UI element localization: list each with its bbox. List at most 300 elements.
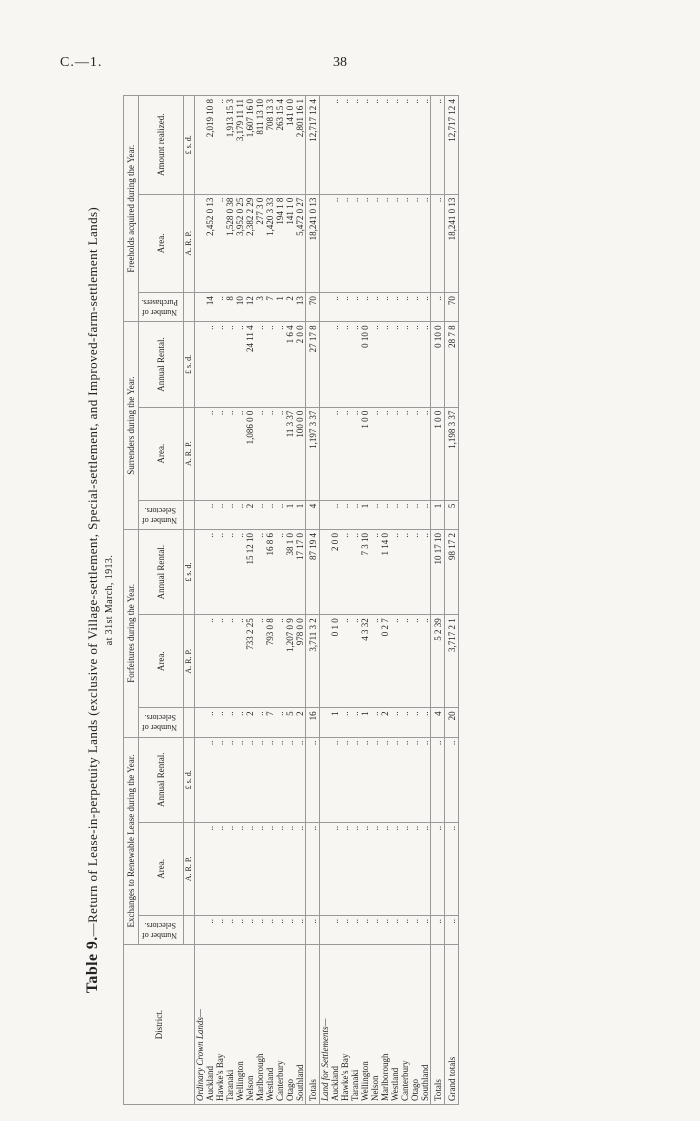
fr-cell: .. [215,194,225,292]
fo-cell: .. [255,708,265,737]
su-cell: 1,086 0 0 [245,407,255,500]
su-cell: .. [255,322,265,407]
su-cell: .. [400,500,410,529]
ex-cell: .. [215,822,225,915]
su-cell: 11 3 37 [285,407,295,500]
fo-cell: 16 8 6 [265,530,275,615]
table-body [195,96,459,1105]
district-cell: Canterbury [275,945,285,1105]
su-cell: 100 0 0 [295,407,306,500]
fo-cell: 4 3 32 [360,615,370,708]
fo-cell: 87 19 4 [306,530,320,615]
su-cell: .. [340,500,350,529]
ex-cell: .. [235,822,245,915]
ex-cell: .. [420,822,431,915]
fo-cell: 20 [445,708,459,737]
fo-cell: .. [235,708,245,737]
fo-cell: .. [420,615,431,708]
table-title: —Return of Lease-in-perpetuity Lands (exclusive of Village-settlement, Special-settlement, and Improved-farm-settlement Lands) [85,206,100,937]
su-cell: .. [420,322,431,407]
fr-cell: .. [400,194,410,292]
fr-cell: 5,472 0 27 [295,194,306,292]
fo-cell: .. [370,615,380,708]
su-cell: .. [370,500,380,529]
district-cell: Taranaki [350,945,360,1105]
district-cell: Totals [431,945,445,1105]
fr-cell: .. [390,293,400,322]
ex-cell: .. [245,822,255,915]
unit-arp: A. R. P. [184,407,195,500]
fo-cell: .. [400,530,410,615]
su-cell: 2 [245,500,255,529]
unit-lsd: £ s. d. [184,96,195,195]
table-row [390,96,400,1105]
ex-cell: .. [380,822,390,915]
ex-cell: .. [275,737,285,822]
ex-cell: .. [400,822,410,915]
ex-cell: .. [285,737,295,822]
fo-cell: 1 [330,708,340,737]
ex-cell: .. [380,916,390,945]
district-cell: Westland [265,945,275,1105]
ex-area-header: Area. [139,822,184,915]
ex-cell: .. [340,822,350,915]
fr-cell: 1,913 15 3 [225,96,235,195]
su-cell: 1,198 3 37 [445,407,459,500]
ex-cell [195,916,206,945]
fr-cell: .. [420,293,431,322]
table-row [420,96,431,1105]
fr-cell: .. [431,194,445,292]
district-cell: Nelson [370,945,380,1105]
su-cell: 1 6 4 [285,322,295,407]
fr-cell: .. [370,96,380,195]
fo-cell: .. [205,530,215,615]
ex-cell [320,737,331,822]
su-cell: .. [350,407,360,500]
fo-cell: 3,711 3 2 [306,615,320,708]
fo-area-header: Area. [139,615,184,708]
fr-cell: .. [420,194,431,292]
su-cell: .. [400,407,410,500]
fo-cell: .. [225,530,235,615]
unit-lsd: £ s. d. [184,530,195,615]
group-surrenders: Surrenders during the Year. [124,322,139,530]
district-cell: Auckland [330,945,340,1105]
fo-selectors-header: Number of Selectors. [139,708,184,737]
fo-cell: .. [255,615,265,708]
su-cell: .. [340,407,350,500]
fo-cell: .. [350,615,360,708]
fr-cell: 14 [205,293,215,322]
fo-cell: .. [350,708,360,737]
table-date: at 31st March, 1913. [104,554,115,646]
fr-cell: 3,179 11 11 [235,96,245,195]
fo-cell: 0 2 7 [380,615,390,708]
ex-cell: .. [255,822,265,915]
fo-cell: .. [410,615,420,708]
su-cell: .. [380,500,390,529]
district-cell: Marlborough [380,945,390,1105]
unit-arp: A. R. P. [184,194,195,292]
ex-cell: .. [245,737,255,822]
su-cell: .. [410,407,420,500]
fo-cell: 16 [306,708,320,737]
su-cell: 0 10 0 [431,322,445,407]
ex-cell: .. [225,822,235,915]
fr-cell: 13 [295,293,306,322]
su-cell: .. [265,500,275,529]
fr-cell [320,194,331,292]
fr-cell [320,96,331,195]
fo-cell: .. [390,708,400,737]
ex-selectors-header: Number of Selectors. [139,916,184,945]
fo-cell: 3,717 2 1 [445,615,459,708]
ex-cell: .. [295,822,306,915]
ex-cell: .. [295,916,306,945]
district-cell: Canterbury [400,945,410,1105]
ex-cell: .. [350,916,360,945]
fo-cell: 5 [285,708,295,737]
fo-cell: .. [275,708,285,737]
district-cell: Wellington [360,945,370,1105]
fo-cell: .. [410,530,420,615]
fr-cell: 18,241 0 13 [306,194,320,292]
fr-cell: 194 1 8 [275,194,285,292]
su-area-header: Area. [139,407,184,500]
fr-cell: .. [370,293,380,322]
fo-cell: 38 1 0 [285,530,295,615]
fo-cell: 1 [360,708,370,737]
fr-cell: 2,019 10 8 [205,96,215,195]
fo-cell [320,708,331,737]
fr-cell: .. [330,194,340,292]
ex-cell: .. [431,822,445,915]
district-header: District. [124,945,195,1105]
su-cell: .. [275,500,285,529]
fr-cell: .. [410,96,420,195]
fo-cell: .. [255,530,265,615]
total-row [431,96,445,1105]
fo-cell: 10 17 10 [431,530,445,615]
ex-cell: .. [370,737,380,822]
su-cell: .. [410,500,420,529]
table-row [205,96,215,1105]
ex-cell: .. [420,737,431,822]
ex-cell: .. [410,916,420,945]
fo-cell [195,530,206,615]
return-table [123,95,459,1105]
district-cell: Auckland [205,945,215,1105]
su-cell: .. [275,407,285,500]
fr-cell: .. [390,194,400,292]
ex-cell: .. [445,916,459,945]
su-cell: 28 7 8 [445,322,459,407]
fo-cell: .. [205,615,215,708]
fr-area-header: Area. [139,194,184,292]
su-cell [320,500,331,529]
fr-cell: .. [400,96,410,195]
fo-cell: .. [340,615,350,708]
ex-cell: .. [431,916,445,945]
fr-cell: .. [350,96,360,195]
fo-cell: 2 [380,708,390,737]
fr-cell: 12 [245,293,255,322]
su-cell: 4 [306,500,320,529]
document-reference: C.—1. [60,55,103,70]
fo-cell: 4 [431,708,445,737]
ex-cell: .. [295,737,306,822]
ex-cell: .. [370,916,380,945]
table-row [400,96,410,1105]
fr-cell: .. [380,194,390,292]
fo-cell: .. [400,708,410,737]
district-cell: Westland [390,945,400,1105]
su-cell: 27 17 8 [306,322,320,407]
total-row [445,96,459,1105]
fo-cell [195,615,206,708]
su-cell: 1 [431,500,445,529]
ex-cell: .. [275,822,285,915]
fo-cell: 7 3 10 [360,530,370,615]
fr-cell: .. [340,194,350,292]
fr-cell: .. [410,194,420,292]
su-cell: .. [255,407,265,500]
table-row [265,96,275,1105]
fo-cell: 2 [295,708,306,737]
su-cell: .. [205,322,215,407]
fr-cell: .. [420,96,431,195]
su-cell: .. [235,322,245,407]
fo-cell: 2 0 0 [330,530,340,615]
table-row [225,96,235,1105]
ex-cell: .. [360,916,370,945]
fr-cell [320,293,331,322]
su-cell: .. [225,407,235,500]
su-cell: .. [205,407,215,500]
table-row [330,96,340,1105]
page-number: 38 [333,55,347,70]
fr-cell: .. [390,96,400,195]
fo-rental-header: Annual Rental. [139,530,184,615]
district-cell: Land for Settlements— [320,945,331,1105]
fr-cell: 1,607 16 0 [245,96,255,195]
district-cell: Nelson [245,945,255,1105]
fr-cell: .. [431,293,445,322]
ex-cell: .. [410,822,420,915]
table-row [285,96,295,1105]
unit-lsd: £ s. d. [184,322,195,407]
fo-cell: .. [205,708,215,737]
ex-cell: .. [265,916,275,945]
fr-cell: 7 [265,293,275,322]
ex-cell: .. [265,737,275,822]
fo-cell: .. [215,708,225,737]
fo-cell: .. [215,615,225,708]
ex-cell: .. [410,737,420,822]
su-cell: .. [350,500,360,529]
ex-cell: .. [306,822,320,915]
table-row [350,96,360,1105]
su-cell [320,322,331,407]
fo-cell: .. [225,708,235,737]
fo-cell: .. [400,615,410,708]
fo-cell: 793 0 8 [265,615,275,708]
fo-cell: .. [225,615,235,708]
su-cell: .. [420,500,431,529]
fo-cell: 98 17 2 [445,530,459,615]
su-cell: .. [255,500,265,529]
fo-cell: .. [410,708,420,737]
fr-cell: .. [330,293,340,322]
fo-cell: .. [235,530,245,615]
fr-cell: .. [330,96,340,195]
su-cell: .. [340,322,350,407]
ex-cell: .. [205,916,215,945]
district-cell: Wellington [235,945,245,1105]
fr-cell: 3 [255,293,265,322]
su-cell: 2 0 0 [295,322,306,407]
fr-cell: 1,420 3 33 [265,194,275,292]
su-cell: .. [410,322,420,407]
su-cell: .. [380,407,390,500]
su-cell: .. [420,407,431,500]
su-cell: .. [215,500,225,529]
su-cell: .. [330,407,340,500]
su-cell: .. [370,407,380,500]
ex-cell: .. [400,737,410,822]
su-cell: .. [275,322,285,407]
district-cell: Otago [410,945,420,1105]
fr-cell [195,194,206,292]
section-row [320,96,331,1105]
fo-cell: 17 17 0 [295,530,306,615]
fr-cell: 8 [225,293,235,322]
ex-cell: .. [350,822,360,915]
su-rental-header: Annual Rental. [139,322,184,407]
su-cell [320,407,331,500]
ex-cell: .. [390,916,400,945]
group-exchanges: Exchanges to Renewable Lease during the Year. [124,737,139,945]
fr-cell: .. [370,194,380,292]
fo-cell: .. [390,530,400,615]
ex-cell: .. [235,916,245,945]
fr-cell: 18,241 0 13 [445,194,459,292]
su-cell: .. [370,322,380,407]
fo-cell [320,615,331,708]
table-row [360,96,370,1105]
fr-cell: 70 [306,293,320,322]
district-cell: Marlborough [255,945,265,1105]
fr-cell: .. [431,96,445,195]
ex-cell: .. [245,916,255,945]
fr-cell: 263 15 4 [275,96,285,195]
su-selectors-header: Number of Selectors. [139,500,184,529]
fo-cell: .. [215,530,225,615]
su-cell [195,322,206,407]
su-cell: 5 [445,500,459,529]
su-cell: .. [330,322,340,407]
su-cell: 1 [285,500,295,529]
su-cell: 0 10 0 [360,322,370,407]
su-cell [195,407,206,500]
ex-rental-header: Annual Rental. [139,737,184,822]
su-cell: .. [390,322,400,407]
ex-cell: .. [225,916,235,945]
fr-cell: 1,528 0 38 [225,194,235,292]
fr-cell: .. [340,96,350,195]
fr-cell: 1 [275,293,285,322]
district-cell: Taranaki [225,945,235,1105]
fr-cell: .. [380,96,390,195]
ex-cell [195,737,206,822]
ex-cell: .. [285,916,295,945]
ex-cell: .. [255,737,265,822]
fr-cell: 10 [235,293,245,322]
su-cell: 24 11 4 [245,322,255,407]
ex-cell: .. [265,822,275,915]
ex-cell: .. [306,737,320,822]
fo-cell: 2 [245,708,255,737]
fr-purchasers-header: Number of Purchasers. [139,293,184,322]
fr-cell: 2 [285,293,295,322]
su-cell: 1 0 0 [431,407,445,500]
fr-cell: .. [400,293,410,322]
fr-cell: 811 13 10 [255,96,265,195]
table-row [275,96,285,1105]
fr-cell: 277 3 0 [255,194,265,292]
table-caption [85,95,117,1105]
ex-cell: .. [420,916,431,945]
ex-cell: .. [215,916,225,945]
fr-cell: 141 0 0 [285,96,295,195]
ex-cell: .. [350,737,360,822]
ex-cell: .. [445,737,459,822]
su-cell: .. [380,322,390,407]
fo-cell: .. [275,530,285,615]
rotated-table-page [85,95,670,1105]
fr-cell: .. [380,293,390,322]
table-row [410,96,420,1105]
fr-cell: .. [360,96,370,195]
ex-cell: .. [370,822,380,915]
ex-cell: .. [330,737,340,822]
fr-cell: .. [360,194,370,292]
ex-cell: .. [330,916,340,945]
ex-cell: .. [360,737,370,822]
fo-cell: .. [275,615,285,708]
district-cell: Southland [420,945,431,1105]
fr-cell: .. [350,293,360,322]
table-row [380,96,390,1105]
ex-cell: .. [431,737,445,822]
section-row [195,96,206,1105]
fo-cell [320,530,331,615]
fo-cell: .. [370,708,380,737]
ex-cell [320,822,331,915]
ex-cell: .. [285,822,295,915]
fo-cell: 0 1 0 [330,615,340,708]
ex-cell: .. [330,822,340,915]
fo-cell: 1 14 0 [380,530,390,615]
ex-cell: .. [205,822,215,915]
ex-cell: .. [306,916,320,945]
fr-cell: 141 1 0 [285,194,295,292]
fo-cell: 978 0 0 [295,615,306,708]
fo-cell: 1,207 0 9 [285,615,295,708]
su-cell: .. [330,500,340,529]
fr-cell: .. [410,293,420,322]
